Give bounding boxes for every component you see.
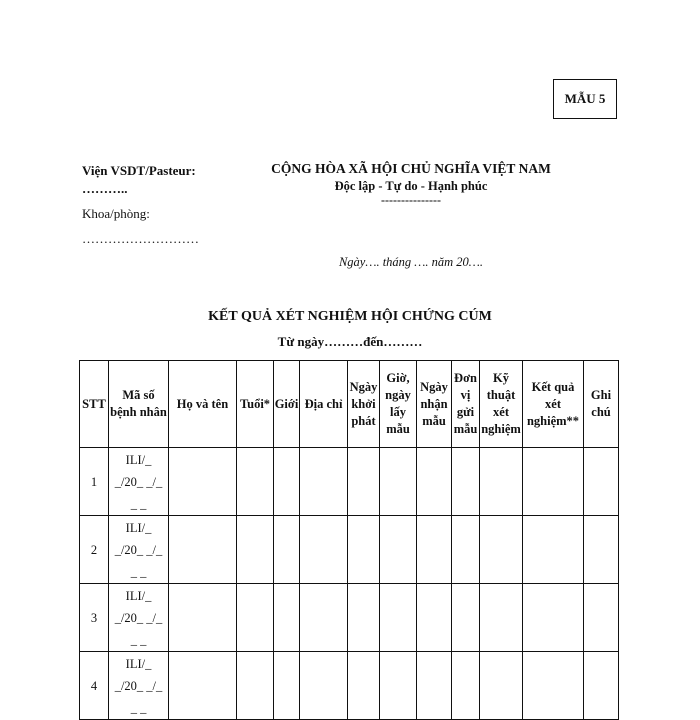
empty-cell <box>237 584 274 652</box>
row-stt: 3 <box>80 584 109 652</box>
empty-cell <box>452 652 480 720</box>
header-notes: Ghi chú <box>584 361 619 448</box>
patient-code-line: ILI/_ <box>125 452 152 467</box>
empty-cell <box>417 516 452 584</box>
header-test-result: Kết quả xét nghiệm** <box>523 361 584 448</box>
patient-code-line: _/20_ _/_ <box>114 678 163 693</box>
header-address: Địa chỉ <box>300 361 348 448</box>
empty-cell <box>523 516 584 584</box>
national-motto: Độc lập - Tự do - Hạnh phúc <box>334 179 488 193</box>
patient-code-line: ILI/_ <box>125 588 152 603</box>
row-patient-code <box>109 652 169 720</box>
form-code: MẪU 5 <box>564 91 606 106</box>
empty-cell <box>274 584 300 652</box>
empty-cell <box>300 448 348 516</box>
report-title: KẾT QUẢ XÉT NGHIỆM HỘI CHỨNG CÚM <box>208 309 492 324</box>
table-row <box>80 448 619 516</box>
table-row <box>80 652 619 720</box>
empty-cell <box>523 448 584 516</box>
form-code-box <box>553 79 617 119</box>
empty-cell <box>523 584 584 652</box>
patient-code-line: _ _ <box>130 496 147 511</box>
header-sending-unit: Đơn vị gửi mẫu <box>452 361 480 448</box>
department-value: ……………………… <box>82 231 199 246</box>
row-stt: 1 <box>80 448 109 516</box>
header-age: Tuổi* <box>237 361 274 448</box>
empty-cell <box>348 652 380 720</box>
header-full-name: Họ và tên <box>169 361 237 448</box>
results-table <box>79 360 619 720</box>
row-patient-code <box>109 584 169 652</box>
empty-cell <box>584 652 619 720</box>
institute-block <box>82 162 199 248</box>
empty-cell <box>584 516 619 584</box>
table-row <box>80 584 619 652</box>
empty-cell <box>417 652 452 720</box>
empty-cell <box>348 516 380 584</box>
empty-cell <box>452 516 480 584</box>
empty-cell <box>523 652 584 720</box>
empty-cell <box>169 584 237 652</box>
header-onset-date: Ngày khởi phát <box>348 361 380 448</box>
table-row <box>80 516 619 584</box>
empty-cell <box>237 652 274 720</box>
empty-cell <box>300 652 348 720</box>
institute-value: ……….. <box>82 181 128 196</box>
patient-code-line: _/20_ _/_ <box>114 610 163 625</box>
header-sampling-time: Giờ, ngày lấy mẫu <box>380 361 417 448</box>
empty-cell <box>480 448 523 516</box>
empty-cell <box>274 652 300 720</box>
table-header-row <box>80 361 619 448</box>
row-stt: 4 <box>80 652 109 720</box>
patient-code-line: _ _ <box>130 564 147 579</box>
department-label: Khoa/phòng: <box>82 206 150 221</box>
row-patient-code <box>109 448 169 516</box>
empty-cell <box>237 448 274 516</box>
empty-cell <box>584 584 619 652</box>
national-header <box>255 160 567 205</box>
empty-cell <box>274 448 300 516</box>
row-patient-code <box>109 516 169 584</box>
header-received-date: Ngày nhận mẫu <box>417 361 452 448</box>
empty-cell <box>452 448 480 516</box>
empty-cell <box>348 584 380 652</box>
header-separator: --------------- <box>381 193 441 207</box>
institute-label: Viện VSDT/Pasteur: <box>82 163 196 178</box>
patient-code-line: ILI/_ <box>125 520 152 535</box>
country-name: CỘNG HÒA XÃ HỘI CHỦ NGHĨA VIỆT NAM <box>271 161 551 176</box>
header-patient-code: Mã số bệnh nhân <box>109 361 169 448</box>
empty-cell <box>380 516 417 584</box>
patient-code-line: _/20_ _/_ <box>114 542 163 557</box>
header-sex: Giới <box>274 361 300 448</box>
empty-cell <box>380 652 417 720</box>
empty-cell <box>380 448 417 516</box>
patient-code-line: _/20_ _/_ <box>114 474 163 489</box>
empty-cell <box>274 516 300 584</box>
header-test-technique: Kỹ thuật xét nghiệm <box>480 361 523 448</box>
empty-cell <box>169 448 237 516</box>
header-stt: STT <box>80 361 109 448</box>
empty-cell <box>584 448 619 516</box>
empty-cell <box>169 516 237 584</box>
empty-cell <box>417 584 452 652</box>
empty-cell <box>380 584 417 652</box>
empty-cell <box>300 584 348 652</box>
empty-cell <box>417 448 452 516</box>
patient-code-line: ILI/_ <box>125 656 152 671</box>
report-period: Từ ngày………đến……… <box>277 334 423 349</box>
empty-cell <box>452 584 480 652</box>
empty-cell <box>237 516 274 584</box>
patient-code-line: _ _ <box>130 632 147 647</box>
patient-code-line: _ _ <box>130 700 147 715</box>
empty-cell <box>300 516 348 584</box>
row-stt: 2 <box>80 516 109 584</box>
date-line: Ngày…. tháng …. năm 20…. <box>338 255 484 269</box>
empty-cell <box>480 652 523 720</box>
empty-cell <box>348 448 380 516</box>
empty-cell <box>480 584 523 652</box>
empty-cell <box>480 516 523 584</box>
empty-cell <box>169 652 237 720</box>
